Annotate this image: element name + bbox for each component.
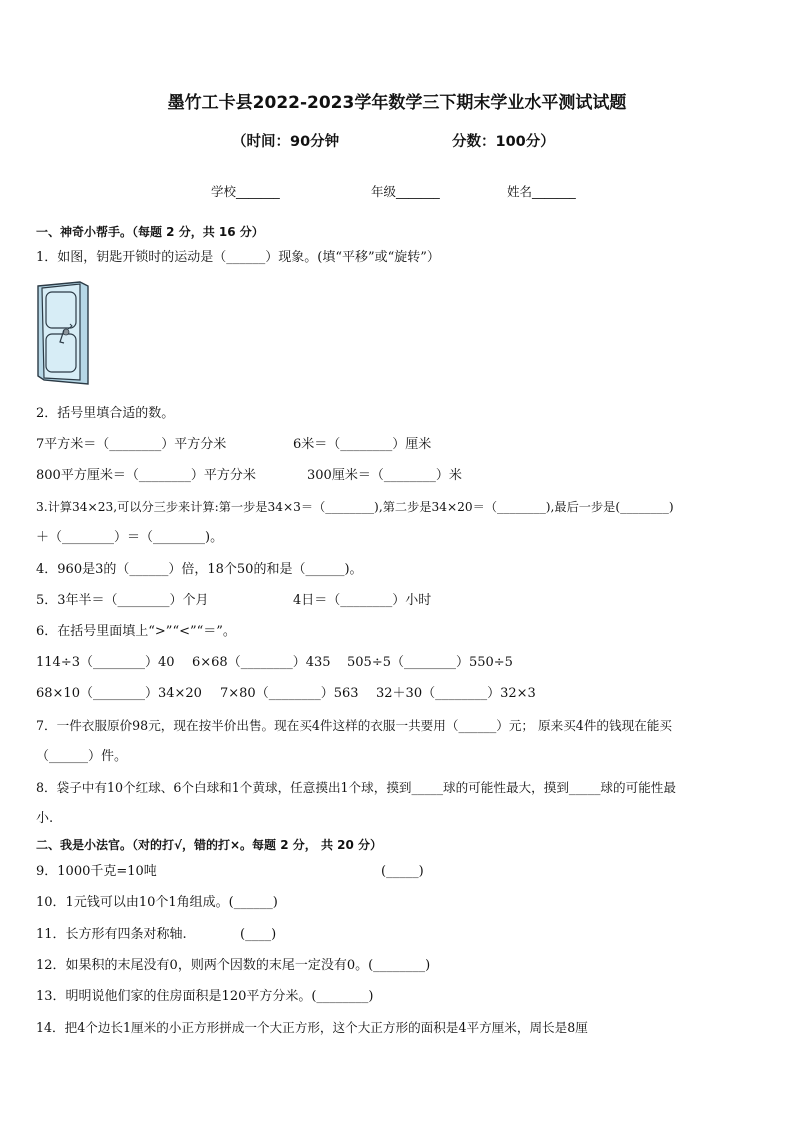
question-2b: 6米＝（________）厘米 (293, 437, 432, 452)
question-12: 12．如果积的末尾没有0，则两个因数的末尾一定没有0。(________) (36, 958, 431, 973)
question-11: 11．长方形有四条对称轴. (36, 927, 187, 942)
question-6-row2c: 32＋30（________）32×3 (376, 686, 536, 701)
question-6-row2b: 7×80（________）563 (220, 686, 359, 701)
question-14: 14．把4个边长1厘米的小正方形拼成一个大正方形，这个大正方形的面积是4平方厘米，周长是8厘 (36, 1020, 588, 1035)
door-with-key (36, 280, 90, 386)
question-6-row2a: 68×10（________）34×20 (36, 686, 202, 701)
question-4: 4．960是3的（______）倍，18个50的和是（______)。 (36, 562, 363, 577)
question-11-answer: (____) (240, 927, 277, 942)
question-6-row1b: 6×68（________）435 (192, 655, 331, 670)
section-2-heading: 二、我是小法官。（对的打√，错的打×。每题 2 分， 共 20 分） (36, 838, 382, 852)
question-2a: 7平方米＝（________）平方分米 (36, 437, 227, 452)
section-1-heading: 一、神奇小帮手。（每题 2 分，共 16 分） (36, 225, 264, 239)
exam-score: 分数：100分） (452, 134, 555, 150)
question-3-line2: ＋（________）＝（________)。 (36, 530, 224, 545)
question-7-line2: （______）件。 (36, 749, 128, 764)
page-title: 墨竹工卡县2022-2023学年数学三下期末学业水平测试试题 (167, 93, 627, 113)
exam-time: （时间：90分钟 (232, 134, 340, 150)
question-6-row1c: 505÷5（________）550÷5 (347, 655, 513, 670)
question-3-line1: 3.计算34×23,可以分三步来计算:第一步是34×3＝（________),第二步是34×20＝（________),最后一步是(________) (36, 500, 674, 514)
question-2: 2．括号里填合适的数。 (36, 406, 175, 421)
question-9-answer: (_____) (381, 864, 424, 879)
grade-field: 年级_______ (371, 184, 440, 199)
question-1: 1．如图，钥匙开锁时的运动是（______）现象。(填“平移”或“旋转”） (36, 250, 440, 265)
name-field: 姓名_______ (507, 184, 576, 199)
question-7-line1: 7．一件衣服原价98元，现在按半价出售。现在买4件这样的衣服一共要用（______）元； 原来买4件的钱现在能买 (36, 718, 672, 733)
question-6-row1a: 114÷3（________）40 (36, 655, 175, 670)
question-9: 9．1000千克=10吨 (36, 864, 157, 879)
question-8-line1: 8．袋子中有10个红球、6个白球和1个黄球，任意摸出1个球，摸到_____球的可能性最大，摸到_____球的可能性最 (36, 780, 676, 795)
question-5a: 5．3年半＝（________）个月 (36, 593, 209, 608)
question-5b: 4日＝（________）小时 (293, 593, 432, 608)
school-field: 学校_______ (211, 184, 280, 199)
question-13: 13．明明说他们家的住房面积是120平方分米。(________) (36, 989, 374, 1004)
question-10: 10．1元钱可以由10个1角组成。(______) (36, 895, 278, 910)
question-2c: 800平方厘米＝（________）平方分米 (36, 468, 256, 483)
question-8-line2: 小. (36, 811, 54, 826)
question-2d: 300厘米＝（________）米 (307, 468, 462, 483)
question-6: 6．在括号里面填上“>”“<”“＝”。 (36, 624, 236, 639)
